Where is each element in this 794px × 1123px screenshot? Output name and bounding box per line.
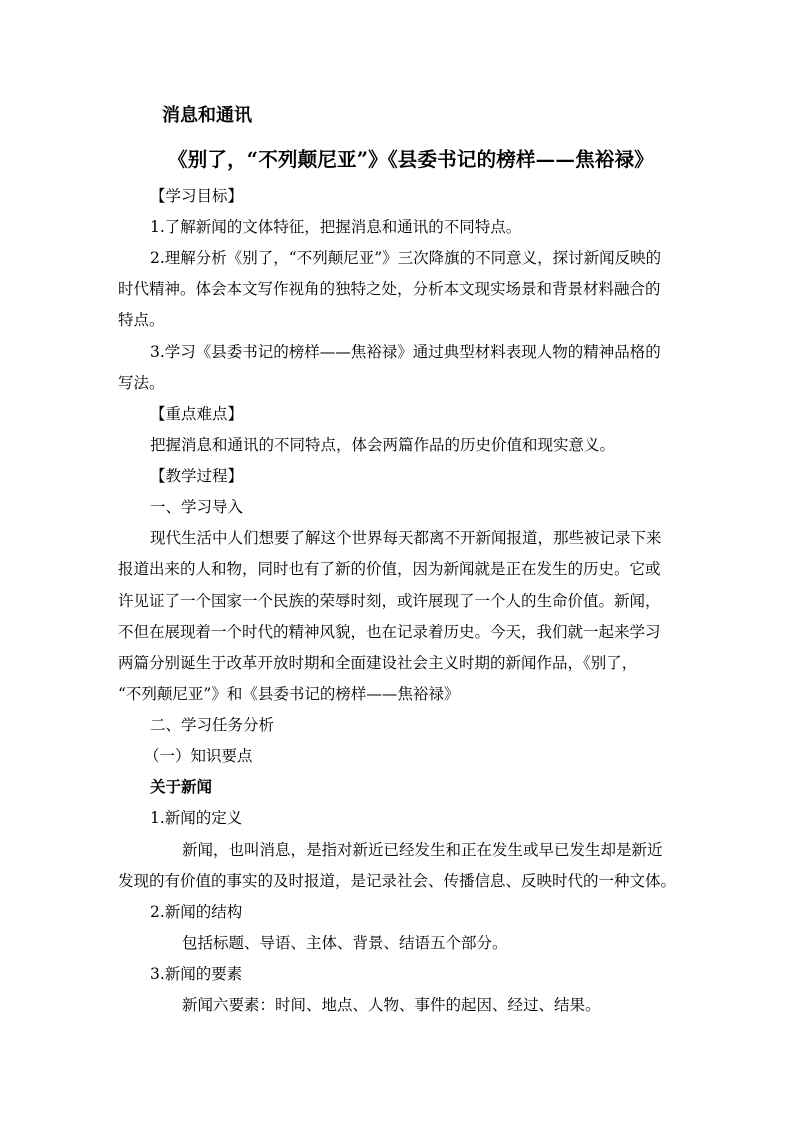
- elements-label: 3.新闻的要素: [150, 965, 243, 983]
- process-label: 【教学过程】: [150, 467, 244, 485]
- goal-item-2-line-2: 时代精神。体会本文写作视角的独特之处，分析本文现实场景和背景材料融合的: [118, 280, 661, 298]
- sub-heading-knowledge: （一）知识要点: [144, 747, 253, 765]
- key-points-label: 【重点难点】: [150, 405, 244, 423]
- key-points-text: 把握消息和通讯的不同特点，体会两篇作品的历史价值和现实意义。: [150, 436, 616, 454]
- structure-text: 包括标题、导语、主体、背景、结语五个部分。: [182, 934, 508, 952]
- goal-item-1: 1.了解新闻的文体特征，把握消息和通讯的不同特点。: [150, 218, 522, 236]
- goal-item-2-line-1: 2.理解分析《别了，“不列颠尼亚”》三次降旗的不同意义，探讨新闻反映的: [150, 249, 662, 267]
- intro-line-3: 许见证了一个国家一个民族的荣辱时刻，或许展现了一个人的生命价值。新闻，: [118, 592, 661, 610]
- lesson-title: 《别了，“不列颠尼亚”》《县委书记的榜样——焦裕禄》: [168, 148, 654, 171]
- intro-line-2: 报道出来的人和物，同时也有了新的价值，因为新闻就是正在发生的历史。它或: [118, 560, 661, 578]
- goal-item-3-line-1: 3.学习《县委书记的榜样——焦裕禄》通过典型材料表现人物的精神品格的: [150, 343, 661, 361]
- goal-item-3-line-2: 写法。: [118, 374, 165, 392]
- definition-line-2: 发现的有价值的事实的及时报道，是记录社会、传播信息、反映时代的一种文体。: [118, 872, 677, 890]
- intro-line-6: “不列颠尼亚”》和《县委书记的榜样——焦裕禄》: [118, 685, 460, 703]
- intro-line-4: 不但在展现着一个时代的精神风貌，也在记录着历史。今天，我们就一起来学习: [118, 623, 661, 641]
- goal-item-2-line-3: 特点。: [118, 311, 165, 329]
- category-heading: 消息和通讯: [162, 105, 252, 126]
- definition-label: 1.新闻的定义: [150, 809, 243, 827]
- about-news-heading: 关于新闻: [150, 778, 213, 796]
- intro-line-1: 现代生活中人们想要了解这个世界每天都离不开新闻报道，那些被记录下来: [150, 529, 662, 547]
- intro-line-5: 两篇分别诞生于改革开放时期和全面建设社会主义时期的新闻作品，《别了，: [118, 654, 638, 672]
- step-2-heading: 二、学习任务分析: [150, 716, 275, 734]
- step-1-heading: 一、学习导入: [150, 498, 244, 516]
- elements-text: 新闻六要素：时间、地点、人物、事件的起因、经过、结果。: [182, 996, 601, 1014]
- goals-label: 【学习目标】: [150, 187, 244, 205]
- structure-label: 2.新闻的结构: [150, 903, 243, 921]
- definition-line-1: 新闻，也叫消息，是指对新近已经发生和正在发生或早已发生却是新近: [182, 841, 663, 859]
